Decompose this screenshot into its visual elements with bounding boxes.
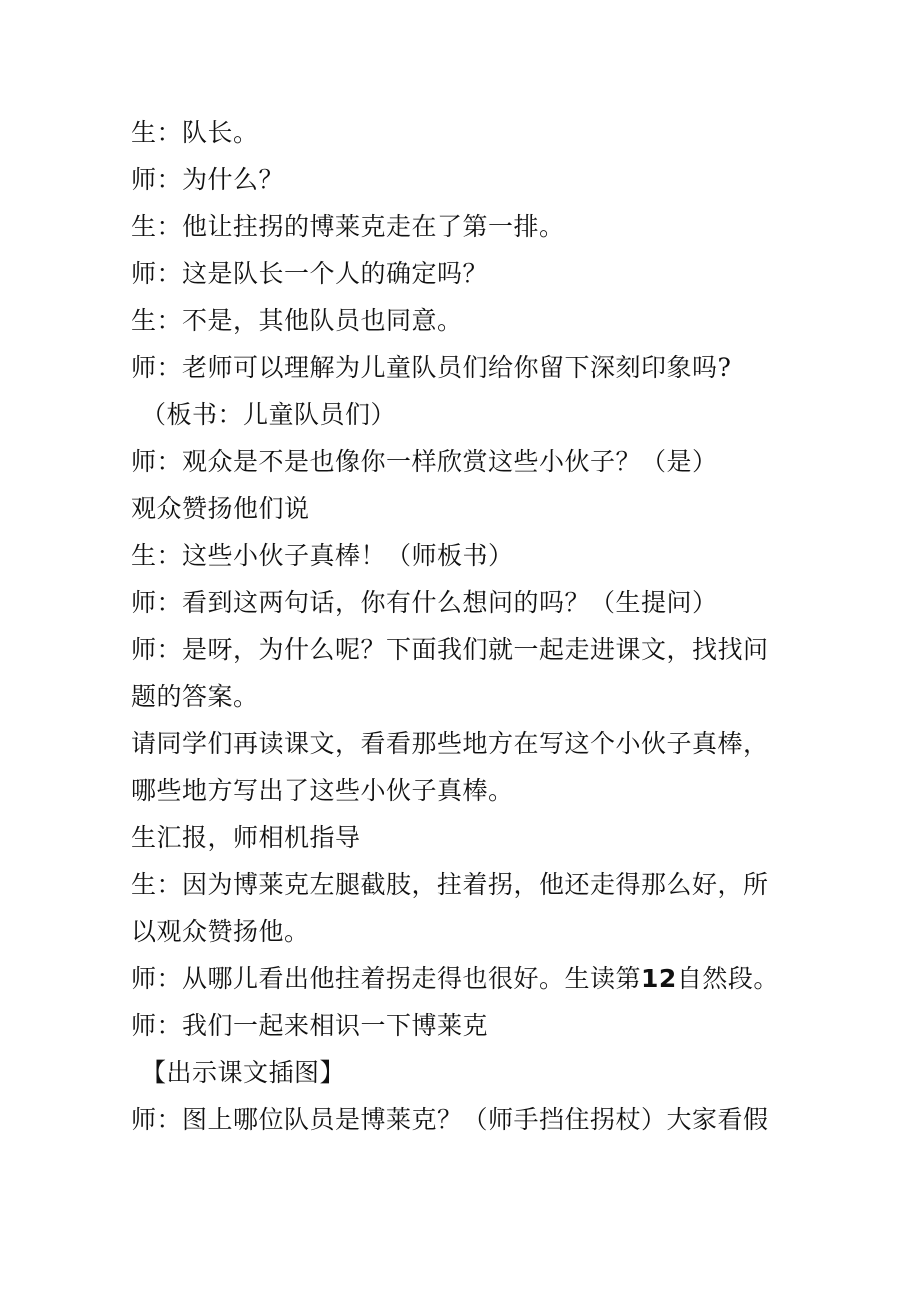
text-line: 师：是呀，为什么呢？下面我们就一起走进课文，找找问 <box>131 635 769 664</box>
board-note-line: （板书：儿童队员们） <box>141 400 397 429</box>
text-segment: 师：从哪儿看出他拄着拐走得也很好。生读第 <box>131 964 642 993</box>
text-line: 师：老师可以理解为儿童队员们给你留下深刻印象吗? <box>131 353 732 382</box>
text-line: 师：观众是不是也像你一样欣赏这些小伙子？（是） <box>131 447 718 476</box>
text-line: 生：不是，其他队员也同意。 <box>131 306 463 335</box>
text-segment: 自然段。 <box>676 964 779 993</box>
text-line: 师：我们一起来相识一下博莱克 <box>131 1011 489 1040</box>
text-line: 观众赞扬他们说 <box>131 494 310 523</box>
illustration-note-line: 【出示课文插图】 <box>141 1058 346 1087</box>
text-line: 以观众赞扬他。 <box>131 917 310 946</box>
text-line: 哪些地方写出了这些小伙子真棒。 <box>131 776 514 805</box>
text-line: 师：为什么？ <box>131 165 285 194</box>
text-line: 题的答案。 <box>131 682 259 711</box>
paragraph-number: 12 <box>641 964 677 993</box>
text-line: 生：因为博莱克左腿截肢，拄着拐，他还走得那么好，所 <box>131 870 769 899</box>
text-line-with-number <box>131 955 801 1002</box>
text-line: 生：他让拄拐的博莱克走在了第一排。 <box>131 212 565 241</box>
text-line: 师：这是队长一个人的确定吗？ <box>131 259 489 288</box>
document-body <box>131 109 801 1143</box>
text-line: 生汇报，师相机指导 <box>131 823 361 852</box>
text-line: 师：图上哪位队员是博莱克？（师手挡住拐杖）大家看假 <box>131 1105 769 1134</box>
text-line: 师：看到这两句话，你有什么想问的吗？（生提问） <box>131 588 718 617</box>
text-line: 生：这些小伙子真棒！（师板书） <box>131 541 514 570</box>
text-line: 请同学们再读课文，看看那些地方在写这个小伙子真棒， <box>131 729 769 758</box>
text-line: 生：队长。 <box>131 118 259 147</box>
